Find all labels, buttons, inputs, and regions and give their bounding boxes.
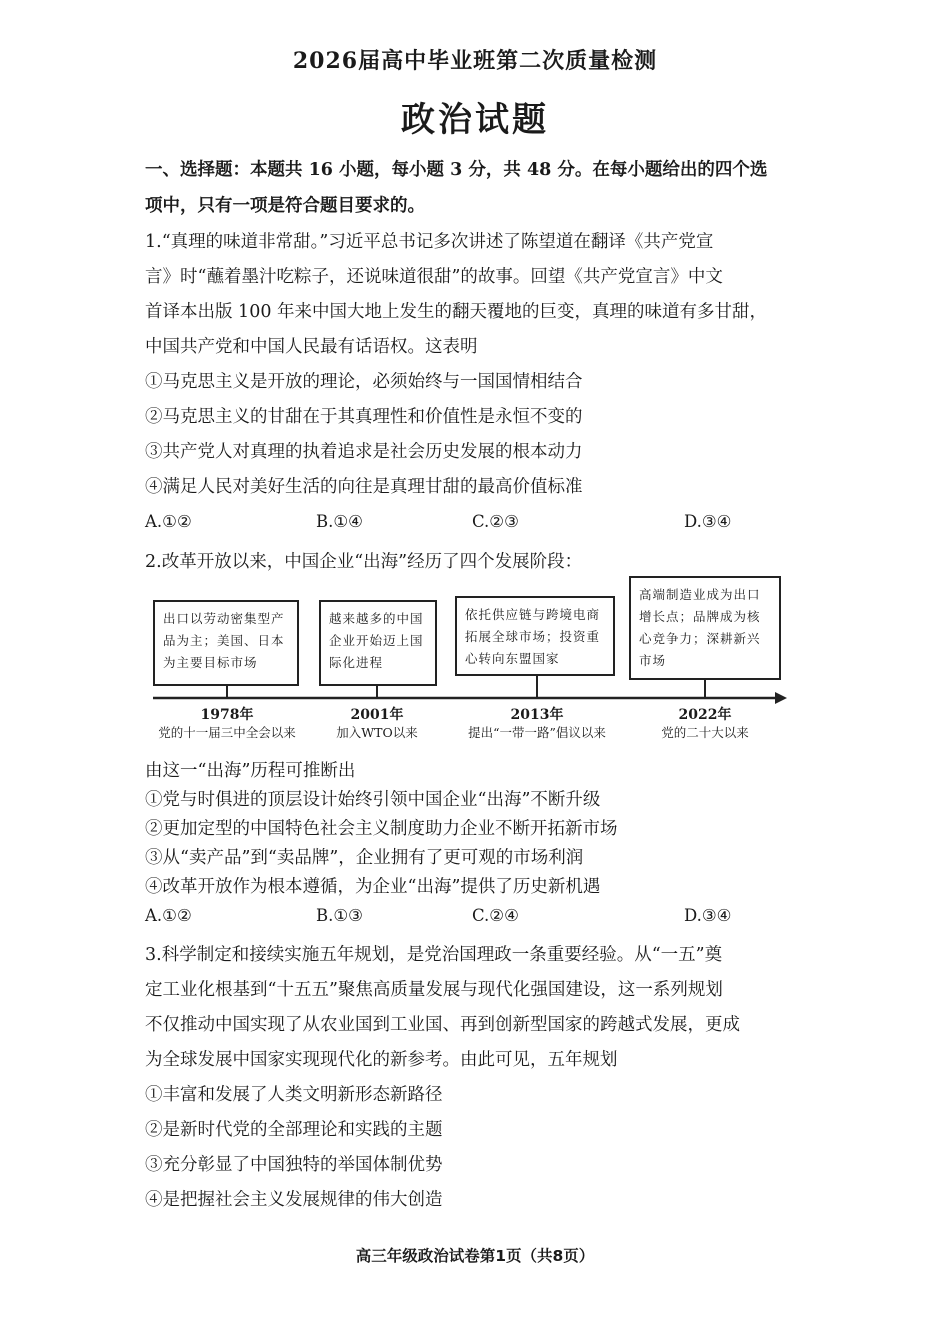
q1-choice-d[interactable]: D.③④: [684, 512, 732, 531]
q1-stem: 首译本出版 100 年来中国大地上发生的翻天覆地的巨变，真理的味道有多甘甜，: [145, 302, 768, 322]
q1-choice-b[interactable]: B.①④: [316, 512, 363, 531]
q3-stem: 为全球发展中国家实现现代化的新参考。由此可见，五年规划: [145, 1050, 618, 1070]
timeline-desc-2001: 加入WTO以来: [336, 725, 418, 740]
timeline-desc-1978: 党的十一届三中全会以来: [158, 725, 296, 740]
timeline-figure: [145, 574, 800, 746]
q3-item: ④是把握社会主义发展规律的伟大创造: [145, 1190, 443, 1210]
q2-choice-d[interactable]: D.③④: [684, 906, 732, 925]
timeline-desc-2013: 提出“一带一路”倡议以来: [468, 725, 606, 740]
q3-item: ③充分彰显了中国独特的举国体制优势: [145, 1155, 443, 1175]
q1-item: ④满足人民对美好生活的向往是真理甘甜的最高价值标准: [145, 477, 583, 497]
section-instruction: 一、选择题：本题共 16 小题，每小题 3 分，共 48 分。在每小题给出的四个选: [145, 160, 768, 180]
q2-item: ①党与时俱进的顶层设计始终引领中国企业“出海”不断升级: [145, 790, 601, 810]
page-footer: 高三年级政治试卷第1页（共8页）: [355, 1247, 595, 1265]
q2-choice-b[interactable]: B.①③: [316, 906, 363, 925]
q2-item: ③从“卖产品”到“卖品牌”，企业拥有了更可观的市场利润: [145, 848, 584, 868]
q1-stem: 言》时“蘸着墨汁吃粽子，还说味道很甜”的故事。回望《共产党宣言》中文: [145, 267, 723, 287]
q2-item: ④改革开放作为根本遵循，为企业“出海”提供了历史新机遇: [145, 877, 601, 897]
timeline-year-2013: 2013年: [510, 707, 564, 723]
section-instruction: 项中，只有一项是符合题目要求的。: [145, 196, 425, 216]
q1-stem: 中国共产党和中国人民最有话语权。这表明: [145, 337, 478, 357]
timeline-year-2022: 2022年: [678, 707, 732, 723]
q3-stem: 定工业化根基到“十五五”聚焦高质量发展与现代化强国建设，这一系列规划: [145, 980, 723, 1000]
q1-choice-c[interactable]: C.②③: [472, 512, 519, 531]
q3-item: ②是新时代党的全部理论和实践的主题: [145, 1120, 443, 1140]
q1-item: ②马克思主义的甘甜在于其真理性和价值性是永恒不变的: [145, 407, 583, 427]
q3-stem: 3.科学制定和接续实施五年规划，是党治国理政一条重要经验。从“一五”奠: [145, 945, 723, 965]
q2-choice-c[interactable]: C.②④: [472, 906, 519, 925]
q2-item: ②更加定型的中国特色社会主义制度助力企业不断开拓新市场: [145, 819, 618, 839]
q1-choice-a[interactable]: A.①②: [145, 512, 192, 531]
q1-stem: 1.“真理的味道非常甜。”习近平总书记多次讲述了陈望道在翻译《共产党宣: [145, 232, 714, 252]
q2-stem: 2.改革开放以来，中国企业“出海”经历了四个发展阶段：: [145, 552, 583, 572]
q1-item: ①马克思主义是开放的理论，必须始终与一国国情相结合: [145, 372, 583, 392]
timeline-stage-1-box: 出口以劳动密集型产品为主；美国、日本为主要目标市场: [153, 600, 299, 686]
timeline-year-2001: 2001年: [350, 707, 404, 723]
timeline-stage-2-box: 越来越多的中国企业开始迈上国际化进程: [319, 600, 437, 686]
timeline-stage-3-box: 依托供应链与跨境电商拓展全球市场；投资重心转向东盟国家: [455, 596, 615, 676]
timeline-desc-2022: 党的二十大以来: [661, 725, 749, 740]
q3-stem: 不仅推动中国实现了从农业国到工业国、再到创新型国家的跨越式发展，更成: [145, 1015, 740, 1035]
q1-item: ③共产党人对真理的执着追求是社会历史发展的根本动力: [145, 442, 583, 462]
exam-header: 2026届高中毕业班第二次质量检测: [292, 48, 658, 74]
q2-choice-a[interactable]: A.①②: [145, 906, 192, 925]
q2-lead: 由这一“出海”历程可推断出: [145, 761, 356, 781]
q3-item: ①丰富和发展了人类文明新形态新路径: [145, 1085, 443, 1105]
timeline-stage-4-box: 高端制造业成为出口增长点；品牌成为核心竞争力；深耕新兴市场: [629, 576, 781, 680]
subject-title: 政治试题: [401, 100, 549, 140]
timeline-year-1978: 1978年: [200, 707, 254, 723]
